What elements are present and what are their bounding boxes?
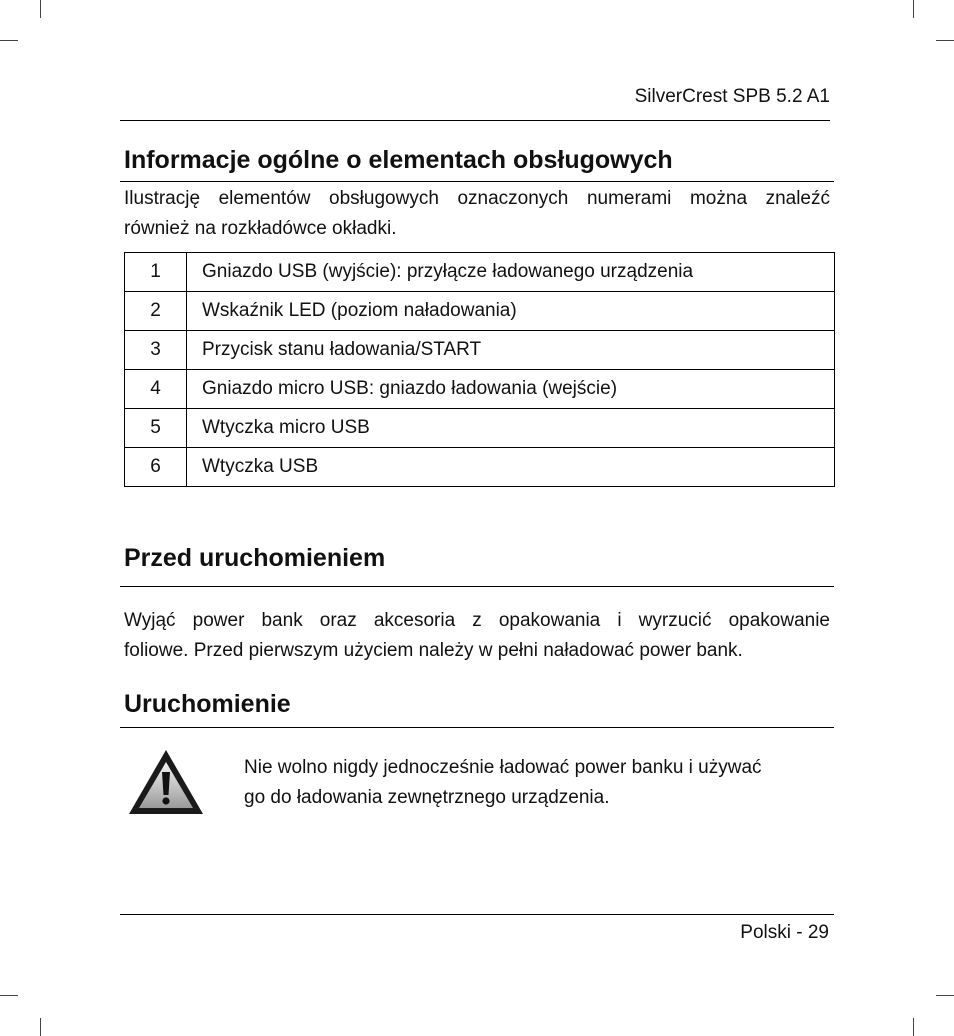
body-line: foliowe. Przed pierwszym użyciem należy w pełni naładować power bank. bbox=[124, 640, 743, 661]
item-description: Wtyczka USB bbox=[187, 448, 835, 487]
footer-rule bbox=[120, 914, 834, 915]
controls-legend-table bbox=[124, 252, 835, 487]
intro-line: również na rozkładówce okładki. bbox=[124, 218, 397, 239]
item-description: Wtyczka micro USB bbox=[187, 409, 835, 448]
header-rule bbox=[120, 120, 830, 121]
table-row bbox=[125, 448, 835, 487]
table-row bbox=[125, 370, 835, 409]
intro-line: Ilustrację elementów obsługowych oznaczonych numerami można znaleźć bbox=[124, 188, 830, 209]
item-number: 2 bbox=[125, 292, 187, 331]
item-number: 4 bbox=[125, 370, 187, 409]
page-number: Polski - 29 bbox=[740, 922, 829, 943]
section-rule bbox=[120, 727, 834, 728]
before-use-paragraph bbox=[124, 606, 830, 666]
crop-mark bbox=[913, 0, 914, 18]
section-title-before-use: Przed uruchomieniem bbox=[124, 544, 386, 572]
warning-triangle-icon bbox=[127, 748, 205, 816]
warning-line: Nie wolno nigdy jednocześnie ładować power banku i używać bbox=[244, 757, 762, 778]
item-description: Gniazdo USB (wyjście): przyłącze ładowanego urządzenia bbox=[187, 253, 835, 292]
table-row bbox=[125, 253, 835, 292]
table-row bbox=[125, 331, 835, 370]
section-rule bbox=[120, 181, 834, 182]
item-number: 1 bbox=[125, 253, 187, 292]
running-header: SilverCrest SPB 5.2 A1 bbox=[634, 86, 830, 107]
crop-mark bbox=[913, 1018, 914, 1036]
crop-mark bbox=[40, 0, 41, 18]
warning-line: go do ładowania zewnętrznego urządzenia. bbox=[244, 787, 610, 808]
crop-mark bbox=[40, 1018, 41, 1036]
item-description: Gniazdo micro USB: gniazdo ładowania (wejście) bbox=[187, 370, 835, 409]
section-title-operation: Uruchomienie bbox=[124, 690, 291, 718]
table-row bbox=[125, 292, 835, 331]
item-description: Przycisk stanu ładowania/START bbox=[187, 331, 835, 370]
item-number: 3 bbox=[125, 331, 187, 370]
section-rule bbox=[120, 586, 834, 587]
item-number: 6 bbox=[125, 448, 187, 487]
item-number: 5 bbox=[125, 409, 187, 448]
crop-mark bbox=[0, 40, 18, 41]
item-description: Wskaźnik LED (poziom naładowania) bbox=[187, 292, 835, 331]
crop-mark bbox=[0, 995, 18, 996]
warning-text bbox=[244, 753, 762, 813]
table-row bbox=[125, 409, 835, 448]
intro-paragraph bbox=[124, 184, 830, 244]
section-title-controls: Informacje ogólne o elementach obsługowych bbox=[124, 146, 673, 174]
body-line: Wyjąć power bank oraz akcesoria z opakowania i wyrzucić opakowanie bbox=[124, 610, 830, 631]
crop-mark bbox=[936, 40, 954, 41]
crop-mark bbox=[936, 995, 954, 996]
